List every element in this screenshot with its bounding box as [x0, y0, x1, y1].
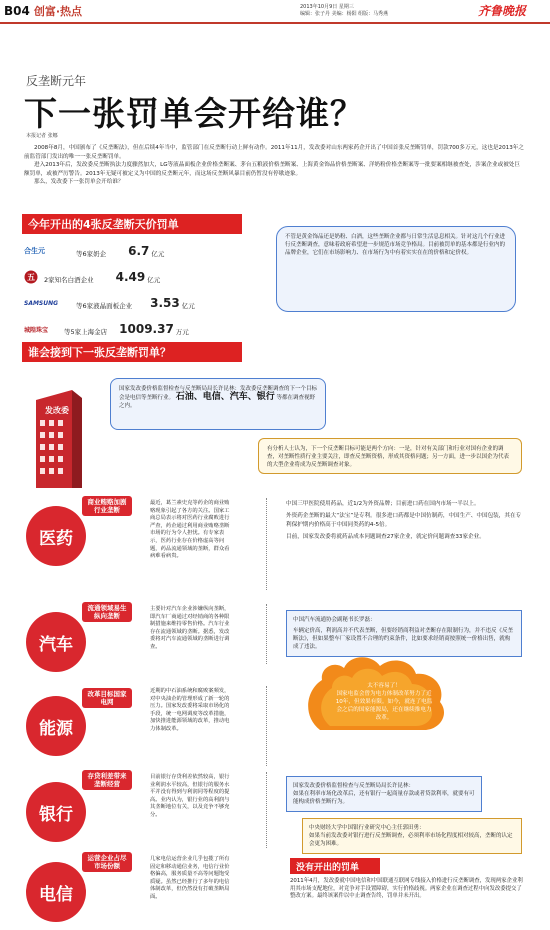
fine-row	[24, 240, 254, 258]
fine-row	[24, 292, 254, 310]
page-header	[4, 2, 82, 20]
bank-note-2-box	[302, 818, 522, 854]
header-divider	[0, 22, 550, 24]
energy-fire-line-1: 太不容易了！	[367, 683, 401, 689]
fine-unit: 亿元	[181, 302, 195, 310]
industry-pharma-text: 最近，葛兰素史克等药企的商业贿赂现象引起了各方的关注。国家工商总局表示将对医药行业腐败进行严查，药企通过利用商业贿赂垄断市场的行为令人担忧。有专家表示，医药行业存在价格虚高等问题，药品流通领域的垄断，群众看病难看病贵。	[150, 500, 230, 560]
fines-commentary: 不管是黄金饰品还是奶粉、白酒，这些垄断企业都与日常生活息息相关。针对这几个行业进行反垄断调查，意味着政府希望进一步规范市场竞争格局。目前被罚单的基本都是行业内的品牌企业，它们在市场影响力、在市场行为中有着实实在在的价格和定价权。	[285, 234, 506, 256]
industry-telecom-text: 几家电信运营企业几乎包揽了所有固定和移动通信业务，电信行业价格偏高，服务质量不高等问题饱受质疑。虽然已经推行了多年的电信体制改革，但仍然没有打破垄断局面。	[150, 856, 230, 900]
company-logo: 合生元	[24, 247, 45, 255]
section-name: 创富·热点	[33, 5, 83, 18]
pharma-note-3: 目前，国家发改委将就药品成本问题调查27家企业，就定价问题调查33家企业。	[286, 534, 485, 541]
newspaper-logo: 齐鲁晚报	[478, 4, 527, 18]
fine-desc: 等5家上海金店	[64, 328, 108, 336]
auto-note-2: 车辆定价高，利润高并不代表垄断，但要经销商利益对垄断存在限制行为，并不违反《反垄断法》，但如果整车厂家设置不合理的约束条件，比如要求经销商按照统一价格出售，就构成了违法。	[293, 628, 514, 650]
industry-pharma: 医药	[26, 506, 86, 566]
bank-note-2: 如果在利率市场化改革后，还有银行一起商量存款或者贷款利率，就要有可能构成价格垄断行为。	[293, 791, 475, 805]
fine-desc: 等6家液晶面板企业	[76, 302, 133, 310]
header-meta	[300, 4, 470, 18]
header-date: 2013年10月9日 星期三	[300, 4, 354, 10]
no-fine-section-title: 没有开出的罚单	[290, 858, 380, 874]
analyst-note-text: 有分析人士认为，下一个反垄断目标可能是两个方向：一是，针对有关部门和行业对国有企业的调查，对垄断性质行业主要关注，即查反垄断资格，形成其资格问题；另一方面，进一步以国企为代表的大型企业将成为反垄断调查对象。	[267, 446, 510, 468]
intro-paragraph: 那么，发改委下一张罚单会开给谁？	[34, 179, 124, 186]
ndrc-quote-text: 国家发改委价格监督检查与反垄断局局长许昆林：发改委反垄断调查的下一个目标会是电信等垄断行业。	[119, 386, 318, 401]
fine-amount: 1009.37	[119, 322, 174, 336]
divider	[266, 498, 267, 590]
industry-auto-text: 主要针对汽车企业涉嫌纵向垄断，即汽车厂商通过对经销商的各种限制措施来维持零售价格。汽车行业存在流通领域的垄断。据悉，发改委将对汽车流通领域的垄断进行调查。	[150, 606, 230, 650]
pharma-notes	[286, 500, 522, 542]
industry-tag-bank: 存贷利差带来垄断经营	[82, 770, 132, 790]
bank-note2-1: 中央财经大学中国银行业研究中心主任郭田勇：	[309, 825, 425, 831]
intro-paragraph: 2008年8月，中国颁布了《反垄断法》，但在后续4年当中，监管部门在反垄断行动上鲜有动作。2011年11月，发改委对山东两家药企开出了中国首张反垄断罚单，罚款700多万元，这也是2013年之前监管部门发出的唯一一张反垄断罚单。	[24, 145, 524, 160]
fine-row	[24, 266, 254, 284]
svg-text:五: 五	[27, 273, 35, 282]
fine-unit: 万元	[175, 328, 189, 336]
industry-telecom: 电信	[26, 862, 86, 922]
energy-fire-text	[334, 682, 434, 722]
industry-tag-auto: 流通领域易生纵向垄断	[82, 602, 132, 622]
kicker: 反垄断元年	[26, 74, 87, 88]
building-icon	[30, 380, 84, 490]
divider	[266, 604, 267, 664]
fine-unit: 亿元	[151, 250, 165, 258]
industry-tag-energy: 改革目标国家电网	[82, 688, 132, 708]
auto-note-1: 中国汽车流通协会副秘书长罗磊：	[293, 617, 376, 623]
page-number: B04	[4, 4, 30, 18]
bank-note2-2: 如果当前发改委对银行进行反垄断调查，必须利率市场化程度相对较高，垄断的认定会更为困难。	[309, 833, 513, 847]
header-editors: 编辑：张子丹 美编：杨阳 组版：马秀燕	[300, 11, 389, 17]
ndrc-quote-tail: 等都在调查视野之内。	[119, 395, 316, 409]
fine-desc: 2家知名白酒企业	[44, 276, 94, 284]
headline: 下一张罚单会开给谁？	[24, 94, 364, 133]
fine-amount: 6.7	[128, 244, 150, 258]
ndrc-quote-bubble	[110, 378, 326, 430]
industry-energy-text: 近期的中石油系统和腐败案频发，对中央油企的管理形成了新一轮的压力。国家发改委将采取市场化的手段，统一电网调度等改革措施，加快推进能源领域的改革，推动电力体制改革。	[150, 688, 230, 732]
no-fine-text: 2011年4月，发改委就中国电信和中国联通互联网专线接入价格进行反垄断调查，发现两家企业利用其市场支配地位，对竞争对手设置障碍，实行价格歧视。两家企业在调查过程中向发改委提交了整改方案。最终该案件以中止调查告终，罚单并未开出。	[290, 878, 523, 900]
pharma-note-1: 中国三甲医院使用药品，近1/2为外资品牌；目前进口药在国内市场一半以上。	[286, 501, 480, 507]
divider	[266, 686, 267, 766]
fine-amount: 3.53	[150, 296, 180, 310]
company-logo: SAMSUNG	[24, 299, 59, 307]
fine-unit: 亿元	[147, 276, 161, 284]
industry-bank: 银行	[26, 782, 86, 842]
bank-note-1: 国家发改委价格监督检查与反垄断局局长许昆林：	[293, 783, 415, 789]
analyst-note	[258, 438, 522, 474]
industry-tag-pharma: 商业贿赂加剧行业垄断	[82, 496, 132, 516]
wuliangye-logo-icon	[24, 270, 44, 284]
byline: 本报记者 张娜	[26, 133, 58, 139]
fine-amount: 4.49	[115, 270, 146, 284]
company-logo: 城隍珠宝	[24, 326, 49, 334]
divider	[266, 772, 267, 848]
intro-text	[24, 144, 524, 187]
intro-paragraph: 进入2013年后，发改委反垄断执法力度骤然加大，LG等液晶面板企业价格垄断案、茅台五粮液价格垄断案、上海黄金饰品价格垄断案、洋奶粉价格垄断案等一批要案相继被查处，涉案企业或被处巨额罚单，或被严厉警告。2013年无疑可被定义为中国的反垄断元年，而这场反垄断风暴目前仍暂没有停歇迹象。	[24, 162, 520, 177]
pharma-note-2: 外资药企垄断的最大“法宝”是专利。很多进口药都是中国仿制药，中国生产、中国包装，其在专利保护期内价格高于中国同类药的4-5倍。	[286, 513, 522, 528]
industry-auto: 汽车	[26, 612, 86, 672]
fines-commentary-bubble	[276, 226, 516, 312]
industry-tag-telecom: 运营企业占尽市场份额	[82, 852, 132, 872]
fine-row	[24, 318, 254, 336]
building-label: 发改委	[45, 406, 69, 415]
industry-energy: 能源	[26, 696, 86, 756]
fines-section-title: 今年开出的4张反垄断天价罚单	[22, 214, 242, 234]
energy-fire-line-2: 国家电监会曾为电力体制改革努力了近10年，但效果有限。如今，就连了电监会之后的国家能源局，还在继续推电力改革。	[335, 691, 433, 721]
bank-note	[286, 776, 482, 812]
fines-list	[24, 240, 254, 336]
fine-desc: 等6家奶企	[76, 250, 107, 258]
next-fine-section-title: 谁会接到下一张反垄断罚单？	[22, 342, 242, 362]
ndrc-quote-highlight: 石油、电信、汽车、银行	[175, 392, 275, 402]
industry-bank-text: 目前银行存贷利差依然较高，银行业利润水平较高，但银行的服务水平并没有得到与利润同等程度的提高。业内认为，银行业的高利润与其垄断地位有关，以及竞争不够充分。	[150, 774, 230, 818]
